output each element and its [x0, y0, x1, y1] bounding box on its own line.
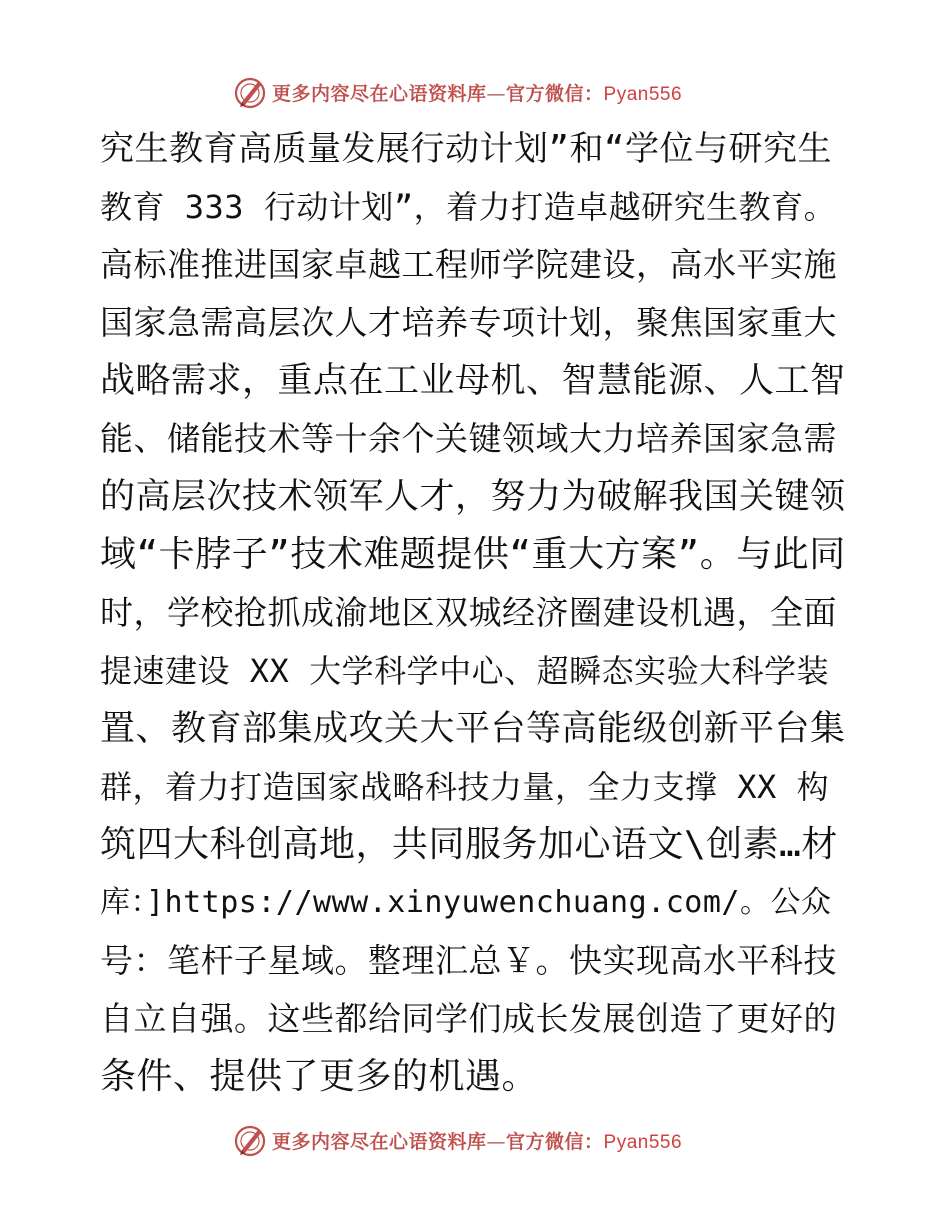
text-line: 时，学校抢抓成渝地区双城经济圈建设机遇，全面	[100, 593, 837, 632]
text-line: 库：]https://www.xinyuwenchuang.com/。公众	[100, 885, 832, 920]
text-line: 国家急需高层次人才培养专项计划，聚焦国家重大	[100, 303, 837, 342]
text-line: 群，着力打造国家战略科技力量，全力支撑 XX 构	[100, 768, 830, 806]
header-banner-text	[272, 79, 682, 106]
pen-logo-icon	[232, 74, 268, 110]
banner-separator: —	[486, 82, 507, 105]
banner-label: 官方微信：	[506, 1130, 604, 1153]
text-line: 战略需求，重点在工业母机、智慧能源、人工智	[100, 361, 846, 401]
text-line: 筑四大科创高地，共同服务加心语文\创素…材	[100, 824, 838, 865]
banner-handle: Pyan556	[603, 1131, 683, 1153]
banner-handle: Pyan556	[603, 83, 683, 105]
pen-logo-icon	[232, 1122, 268, 1158]
text-line: 的高层次技术领军人才，努力为破解我国关键领	[100, 477, 846, 517]
text-line: 域“卡脖子”技术难题提供“重大方案”。与此同	[100, 534, 846, 575]
header-banner	[232, 72, 712, 112]
text-line: 教育 333 行动计划”，着力打造卓越研究生教育。	[100, 188, 837, 226]
footer-banner	[232, 1120, 712, 1160]
text-line: 条件、提供了更多的机遇。	[100, 1056, 539, 1097]
text-line: 自立自强。这些都给同学们成长发展创造了更好的	[100, 999, 837, 1038]
banner-separator: —	[486, 1130, 507, 1153]
text-line: 究生教育高质量发展行动计划”和“学位与研究生	[100, 129, 832, 169]
text-line: 提速建设 XX 大学科学中心、超瞬态实验大科学装	[100, 652, 830, 690]
body-text	[100, 120, 850, 1106]
text-line: 高标准推进国家卓越工程师学院建设，高水平实施	[100, 245, 837, 284]
text-line: 能、储能技术等十余个关键领域大力培养国家急需	[100, 419, 837, 458]
banner-prefix: 更多内容尽在心语资料库	[272, 82, 487, 105]
text-line: 置、教育部集成攻关大平台等高能级创新平台集	[100, 709, 846, 749]
text-line: 号：笔杆子星域。整理汇总￥。快实现高水平科技	[100, 941, 837, 980]
banner-label: 官方微信：	[506, 82, 604, 105]
banner-prefix: 更多内容尽在心语资料库	[272, 1130, 487, 1153]
footer-banner-text	[272, 1127, 682, 1154]
